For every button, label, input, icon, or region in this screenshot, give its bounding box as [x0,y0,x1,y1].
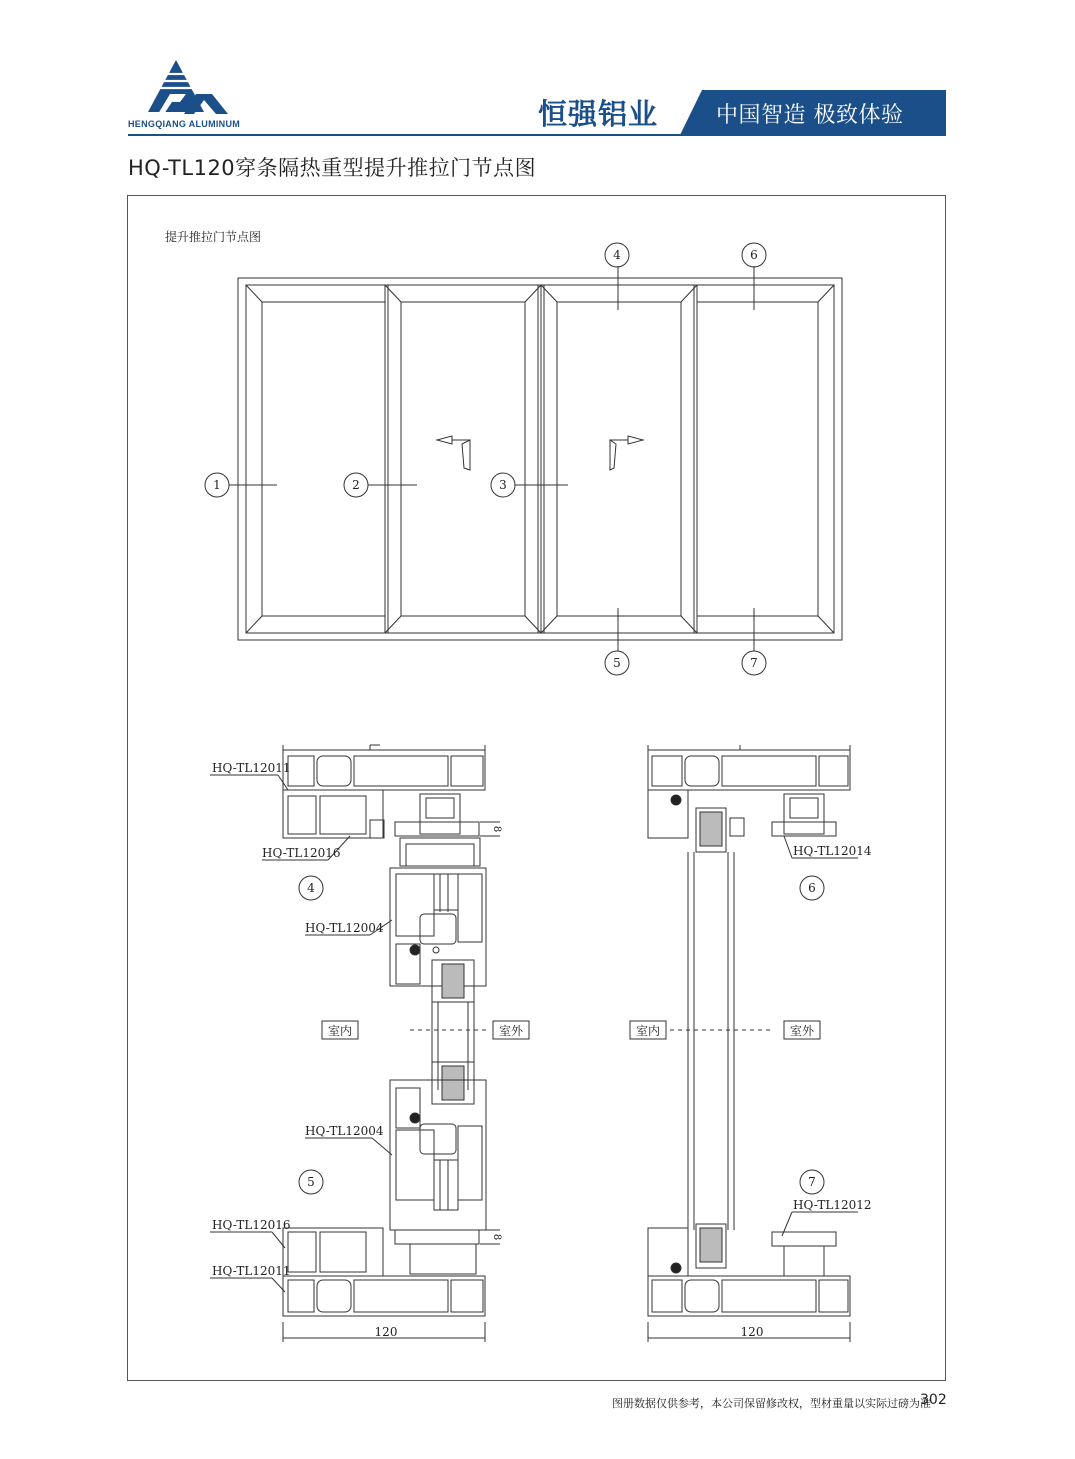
callout-5: 5 [613,656,621,670]
callout-6: 6 [750,248,758,262]
profile-label: HQ-TL12011 [212,1264,291,1278]
brand-name: 恒强铝业 [538,97,659,131]
outdoor-label: 室外 [789,1024,815,1038]
section-right [648,745,858,1342]
small-dimension: 8 [491,1233,502,1241]
logo-text: HENGQIANG ALUMINUM [128,119,241,129]
callout-circles [205,243,824,1194]
outdoor-label: 室外 [498,1024,524,1038]
indoor-label: 室内 [635,1024,661,1038]
callout-2: 2 [352,478,360,492]
door-elevation [229,266,842,651]
callout-7: 7 [750,656,758,670]
callout-4-section: 4 [307,881,315,895]
profile-label: HQ-TL12014 [793,844,872,858]
section-label: 提升推拉门节点图 [165,230,262,244]
width-dimension: 120 [374,1325,398,1339]
callout-6-section: 6 [808,881,816,895]
small-dimension: 8 [491,825,502,833]
callout-1: 1 [213,478,221,492]
callout-5-section: 5 [307,1175,315,1189]
profile-label: HQ-TL12012 [793,1198,872,1212]
callout-4: 4 [613,248,621,262]
profile-label: HQ-TL12011 [212,761,291,775]
profile-label: HQ-TL12016 [262,846,341,860]
width-dimension: 120 [740,1325,764,1339]
page-number: 302 [920,1392,947,1408]
page-title: HQ-TL120穿条隔热重型提升推拉门节点图 [128,156,537,180]
handle-icon [610,436,643,470]
footer-disclaimer: 图册数据仅供参考，本公司保留修改权，型材重量以实际过磅为准 [612,1397,931,1410]
section-left [210,745,500,1342]
profile-label: HQ-TL12004 [305,921,384,935]
profile-label: HQ-TL12004 [305,1124,384,1138]
callout-7-section: 7 [808,1175,816,1189]
handle-icon [437,436,470,470]
profile-label: HQ-TL12016 [212,1218,291,1232]
slogan-text: 中国智造 极致体验 [716,103,904,128]
callout-3: 3 [499,478,507,492]
indoor-label: 室内 [327,1024,353,1038]
